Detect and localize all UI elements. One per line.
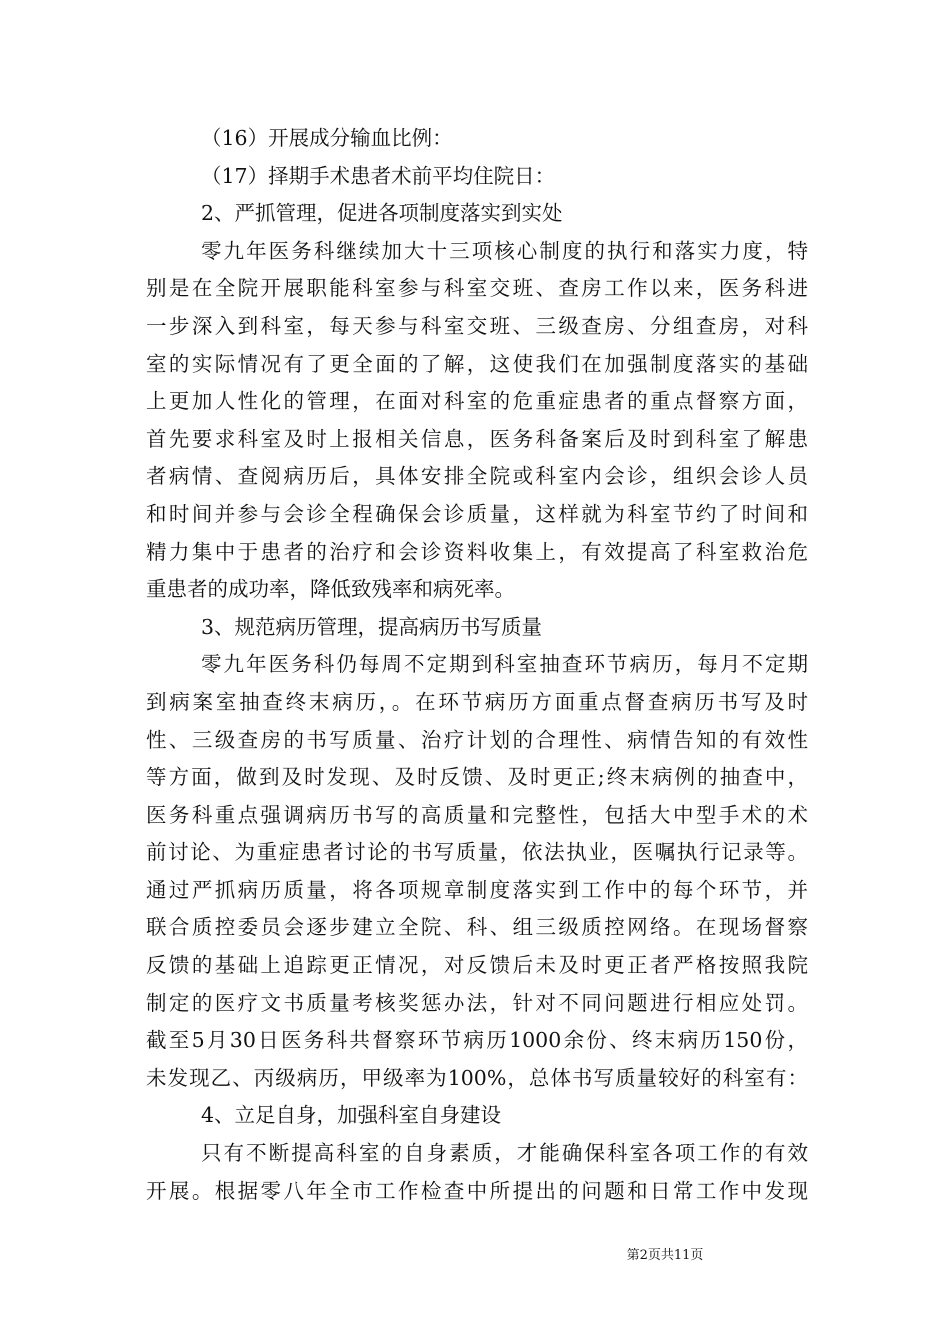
text-line: 开展。根据零八年全市工作检查中所提出的问题和日常工作中发现	[146, 1178, 808, 1203]
text-line: 性、三级查房的书写质量、治疗计划的合理性、病情告知的有效性	[146, 727, 808, 752]
text-line: 上更加人性化的管理，在面对科室的危重症患者的重点督察方面，	[146, 389, 808, 414]
text-line: 制定的医疗文书质量考核奖惩办法，针对不同问题进行相应处罚。	[146, 990, 808, 1015]
footer-suffix: 页	[690, 1248, 704, 1263]
text-line: （16）开展成分输血比例：	[201, 126, 453, 150]
text-line: 首先要求科室及时上报相关信息，医务科备案后及时到科室了解患	[146, 426, 808, 451]
footer-middle: 页共	[647, 1248, 674, 1263]
text-line: 4、立足自身，加强科室自身建设	[201, 1103, 502, 1128]
page-number-indicator	[627, 1247, 704, 1265]
text-line: 通过严抓病历质量，将各项规章制度落实到工作中的每个环节，并	[146, 877, 808, 902]
text-line: 未发现乙、丙级病历，甲级率为100%，总体书写质量较好的科室有：	[146, 1065, 808, 1090]
text-line: 反馈的基础上追踪更正情况，对反馈后未及时更正者严格按照我院	[146, 953, 808, 978]
text-line: 2、严抓管理，促进各项制度落实到实处	[201, 201, 563, 226]
text-line: 一步深入到科室，每天参与科室交班、三级查房、分组查房，对科	[146, 313, 808, 338]
text-line: （17）择期手术患者术前平均住院日：	[201, 163, 556, 188]
text-line: 截至5月30日医务科共督察环节病历1000余份、终末病历150份，	[146, 1028, 808, 1053]
page-footer	[0, 1247, 950, 1265]
text-line: 只有不断提高科室的自身素质，才能确保科室各项工作的有效	[201, 1141, 808, 1166]
text-line: 3、规范病历管理，提高病历书写质量	[201, 614, 543, 639]
text-line: 和时间并参与会诊全程确保会诊质量，这样就为科室节约了时间和	[146, 501, 808, 526]
text-line: 别是在全院开展职能科室参与科室交班、查房工作以来，医务科进	[146, 276, 808, 301]
text-line: 前讨论、为重症患者讨论的书写质量，依法执业，医嘱执行记录等。	[146, 840, 808, 865]
footer-total-pages: 11	[673, 1248, 691, 1263]
document-body	[146, 120, 808, 1210]
text-line: 零九年医务科继续加大十三项核心制度的执行和落实力度，特	[201, 238, 808, 263]
text-line: 等方面，做到及时发现、及时反馈、及时更正;终末病例的抽查中，	[146, 765, 808, 790]
text-line: 医务科重点强调病历书写的高质量和完整性，包括大中型手术的术	[146, 802, 808, 827]
text-line: 联合质控委员会逐步建立全院、科、组三级质控网络。在现场督察	[146, 915, 808, 940]
footer-prefix: 第	[626, 1248, 640, 1263]
footer-current-page: 2	[639, 1248, 648, 1263]
text-line: 精力集中于患者的治疗和会诊资料收集上，有效提高了科室救治危	[146, 539, 808, 564]
text-line: 到病案室抽查终末病历，。在环节病历方面重点督查病历书写及时	[146, 689, 808, 714]
text-line: 重患者的成功率，降低致残率和病死率。	[146, 577, 515, 602]
text-line: 者病情、查阅病历后，具体安排全院或科室内会诊，组织会诊人员	[146, 464, 808, 489]
text-line: 室的实际情况有了更全面的了解，这使我们在加强制度落实的基础	[146, 351, 808, 376]
text-line: 零九年医务科仍每周不定期到科室抽查环节病历，每月不定期	[201, 652, 808, 677]
